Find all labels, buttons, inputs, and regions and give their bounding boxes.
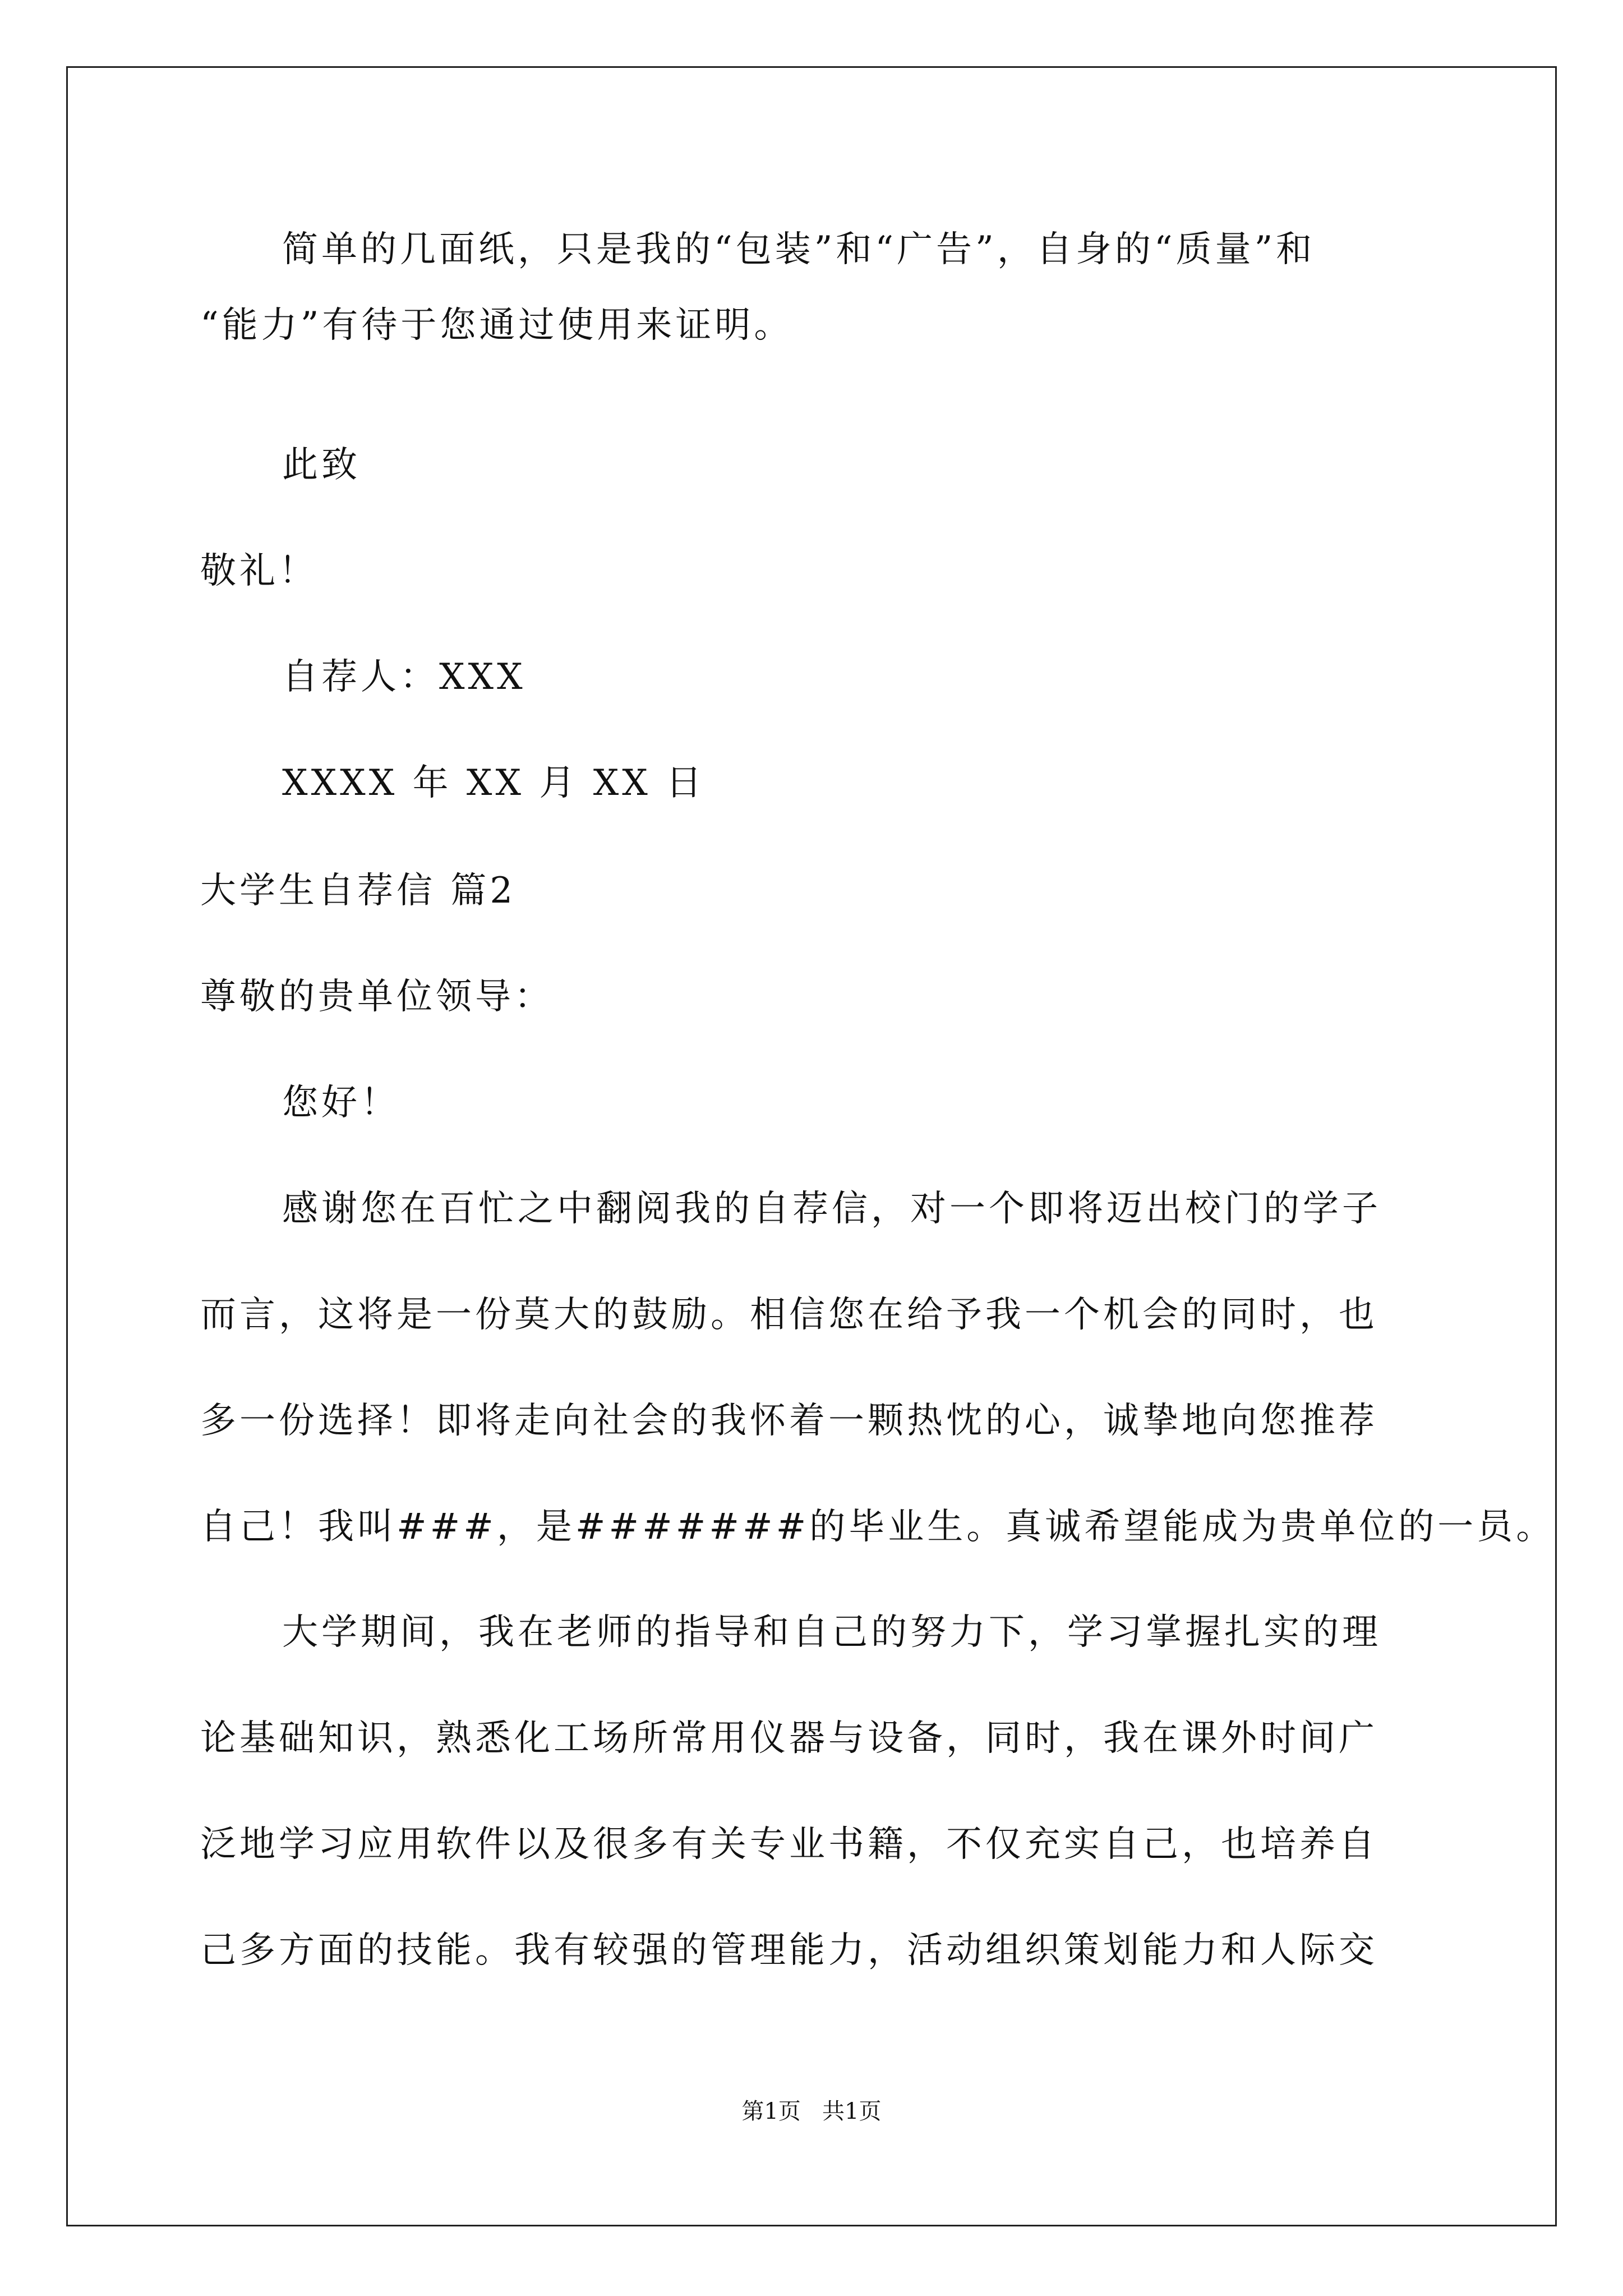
closing-salute: 敬礼！ (200, 550, 318, 592)
paragraph-line: 泛地学习应用软件以及很多有关专业书籍，不仅充实自己，也培养自 (200, 1824, 1378, 1865)
page-footer: 第1页 共1页 (741, 2099, 882, 2124)
closing-line: 此致 (282, 444, 361, 486)
paragraph-line: 论基础知识，熟悉化工场所常用仪器与设备，同时，我在课外时间广 (200, 1718, 1378, 1759)
paragraph-line: 多一份选择！即将走向社会的我怀着一颗热忱的心，诚挚地向您推荐 (200, 1400, 1378, 1442)
greeting: 您好！ (282, 1082, 400, 1124)
paragraph-line: 感谢您在百忙之中翻阅我的自荐信，对一个即将迈出校门的学子 (282, 1188, 1381, 1230)
page-border (66, 66, 1557, 2226)
paragraph-line: 简单的几面纸，只是我的“包装”和“广告”，自身的“质量”和 (282, 229, 1316, 270)
paragraph-line: “能力”有待于您通过使用来证明。 (200, 305, 794, 346)
date-line: XXXX 年 XX 月 XX 日 (282, 762, 706, 804)
section-heading: 大学生自荐信 篇2 (200, 870, 517, 912)
signature-line: 自荐人：XXX (282, 656, 526, 698)
paragraph-line: 自己！我叫###，是#######的毕业生。真诚希望能成为贵单位的一员。 (200, 1506, 1556, 1548)
paragraph-line: 大学期间，我在老师的指导和自己的努力下，学习掌握扎实的理 (282, 1612, 1381, 1653)
salutation: 尊敬的贵单位领导： (200, 976, 554, 1018)
paragraph-line: 己多方面的技能。我有较强的管理能力，活动组织策划能力和人际交 (200, 1930, 1378, 1971)
paragraph-line: 而言，这将是一份莫大的鼓励。相信您在给予我一个机会的同时，也 (200, 1294, 1378, 1336)
